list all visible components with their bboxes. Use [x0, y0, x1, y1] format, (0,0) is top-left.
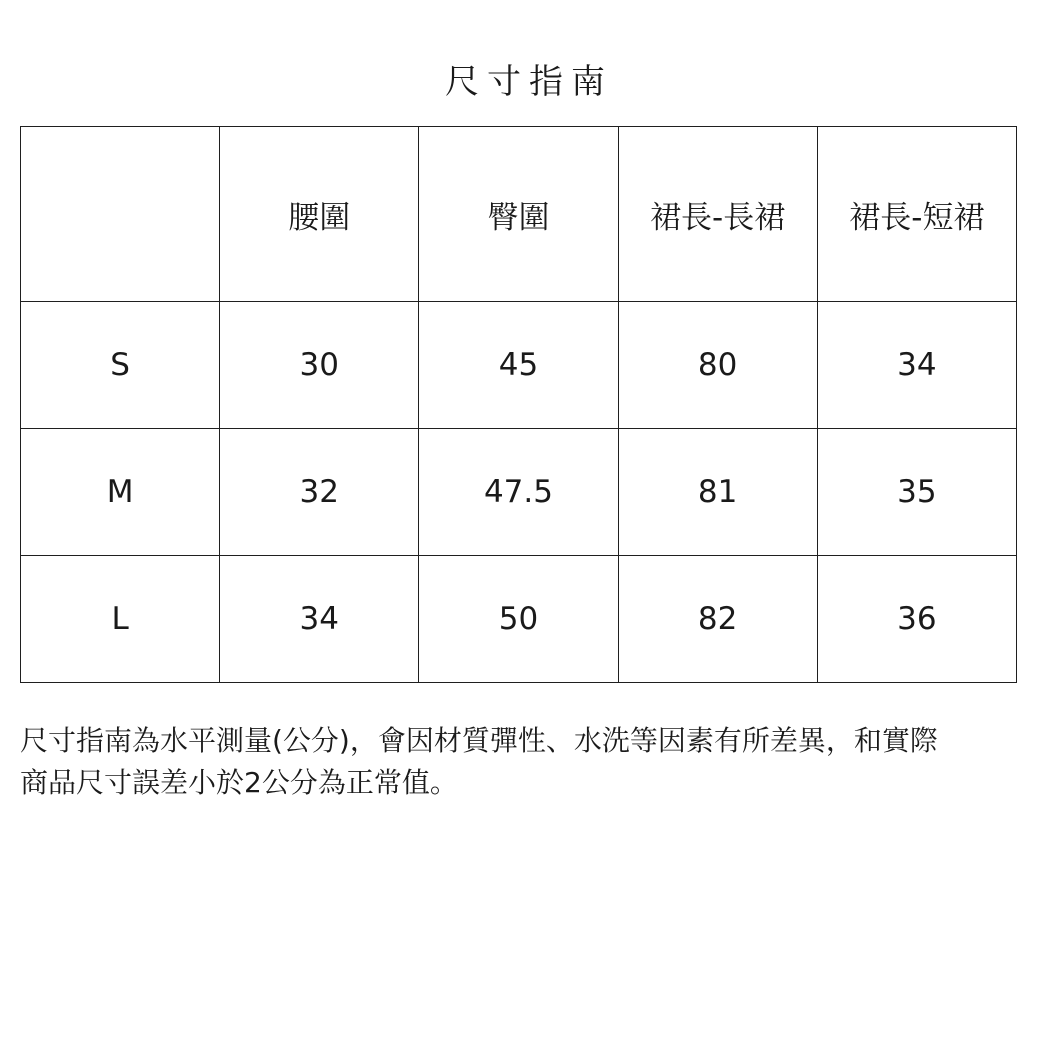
note-line: 商品尺寸誤差小於2公分為正常值。	[20, 766, 458, 799]
table-cell: 50	[419, 556, 618, 683]
table-cell: 34	[220, 556, 419, 683]
table-header-row	[21, 127, 1017, 302]
header-cell-long-skirt-length: 裙長-長裙	[618, 127, 817, 302]
size-label: L	[21, 556, 220, 683]
header-cell-short-skirt-length: 裙長-短裙	[817, 127, 1016, 302]
header-cell-empty	[21, 127, 220, 302]
table-cell: 32	[220, 429, 419, 556]
header-cell-hip: 臀圍	[419, 127, 618, 302]
header-cell-waist: 腰圍	[220, 127, 419, 302]
table-row	[21, 556, 1017, 683]
table-cell: 81	[618, 429, 817, 556]
table-row	[21, 429, 1017, 556]
size-label: M	[21, 429, 220, 556]
table-cell: 35	[817, 429, 1016, 556]
table-cell: 47.5	[419, 429, 618, 556]
table-cell: 45	[419, 302, 618, 429]
table-row	[21, 302, 1017, 429]
size-table	[20, 126, 1017, 683]
note-line: 尺寸指南為水平測量(公分)，會因材質彈性、水洗等因素有所差異，和實際	[20, 724, 938, 757]
table-cell: 80	[618, 302, 817, 429]
table-cell: 36	[817, 556, 1016, 683]
size-label: S	[21, 302, 220, 429]
measurement-note	[20, 720, 1025, 804]
table-cell: 30	[220, 302, 419, 429]
table-cell: 34	[817, 302, 1016, 429]
page-title: 尺寸指南	[445, 62, 613, 102]
table-cell: 82	[618, 556, 817, 683]
